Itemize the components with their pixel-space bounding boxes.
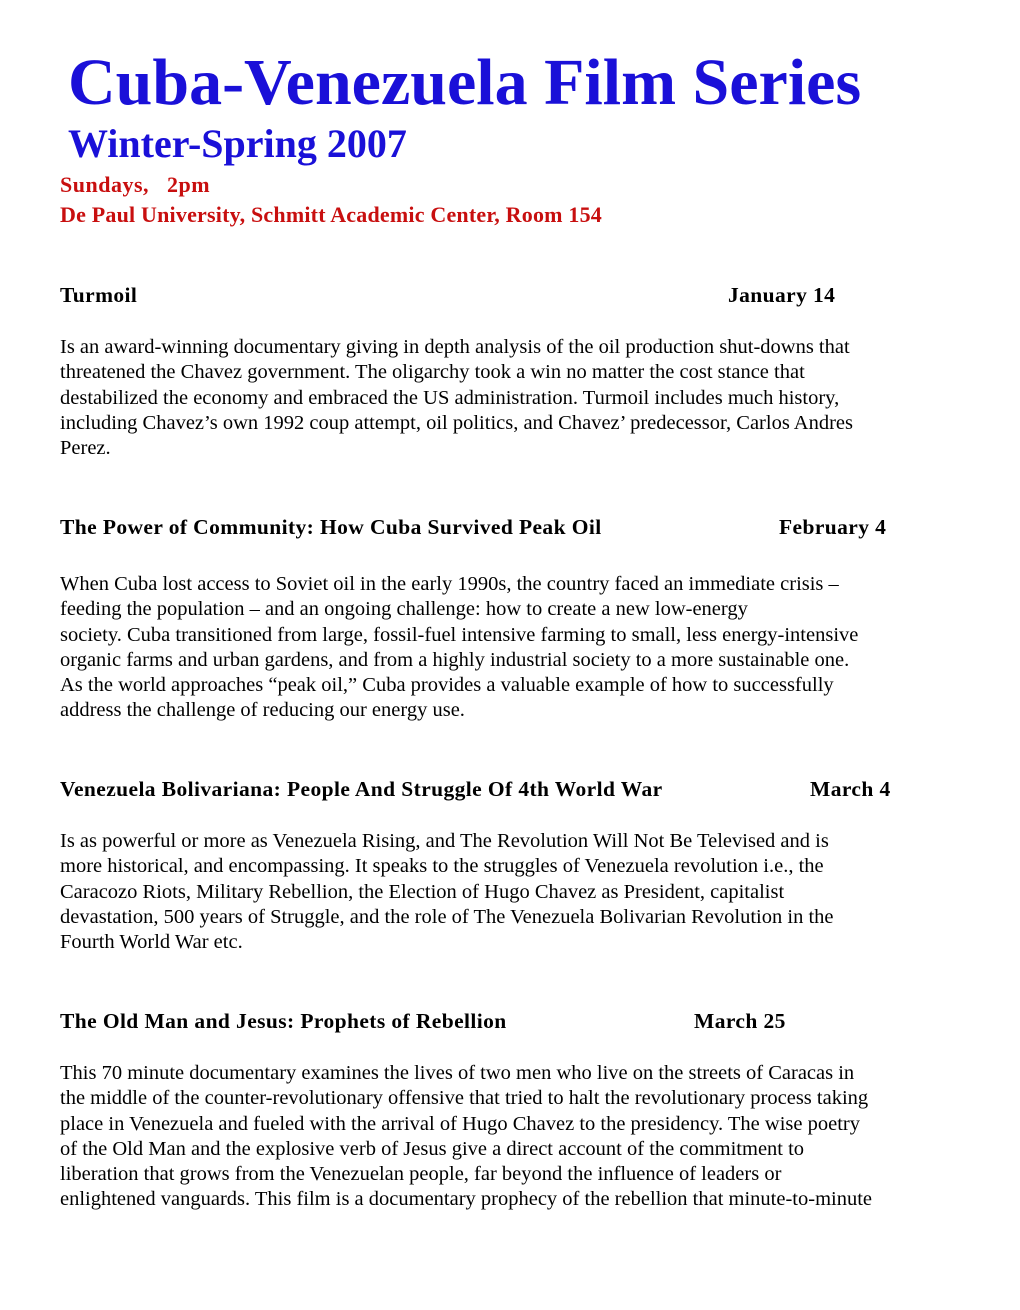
description-line: Is an award-winning documentary giving in depth analysis of the oil production shut-downs that (60, 336, 850, 358)
description-line: the middle of the counter-revolutionary offensive that tried to halt the revolutionary process taking (60, 1087, 869, 1110)
film-date: January 14 (728, 283, 836, 307)
film-title: The Old Man and Jesus: Prophets of Rebellion (60, 1009, 507, 1033)
description-line: This 70 minute documentary examines the lives of two men who live on the streets of Caracas in (60, 1062, 855, 1084)
film-description (60, 335, 853, 461)
description-line: Is as powerful or more as Venezuela Rising, and The Revolution Will Not Be Televised and is (60, 830, 829, 852)
description-line: Perez. (60, 437, 111, 460)
description-line: society. Cuba transitioned from large, fossil-fuel intensive farming to small, less energy-intensive (60, 623, 859, 646)
description-line: As the world approaches “peak oil,” Cuba provides a valuable example of how to successfully (60, 674, 834, 697)
description-line: When Cuba lost access to Soviet oil in the early 1990s, the country faced an immediate crisis – (60, 573, 839, 595)
film-date: March 25 (694, 1009, 786, 1033)
description-line: liberation that grows from the Venezuelan people, far beyond the influence of leaders or (60, 1163, 782, 1186)
film-title: Venezuela Bolivariana: People And Struggle Of 4th World War (60, 777, 663, 801)
description-line: of the Old Man and the explosive verb of Jesus give a direct account of the commitment to (60, 1137, 805, 1160)
series-title: Cuba-Venezuela Film Series (68, 46, 862, 119)
series-season: Winter-Spring 2007 (68, 121, 407, 166)
description-line: including Chavez’s own 1992 coup attempt, oil politics, and Chavez’ predecessor, Carlos Andres (60, 411, 853, 434)
description-line: threatened the Chavez government. The oligarchy took a win no matter the cost stance that (60, 361, 805, 384)
description-line: feeding the population – and an ongoing challenge: how to create a new low-energy (60, 598, 748, 621)
description-line: more historical, and encompassing. It speaks to the struggles of Venezuela revolution i.e., the (60, 855, 824, 878)
description-line: Caracozo Riots, Military Rebellion, the Election of Hugo Chavez as President, capitalist (60, 880, 785, 903)
film-description (60, 1061, 872, 1213)
screening-time: Sundays, 2pm (60, 172, 211, 197)
film-title: The Power of Community: How Cuba Survived Peak Oil (60, 515, 602, 539)
description-line: address the challenge of reducing our energy use. (60, 699, 465, 722)
film-date: February 4 (779, 515, 887, 539)
description-line: destabilized the economy and embraced the US administration. Turmoil includes much history, (60, 386, 840, 409)
film-title: Turmoil (60, 283, 138, 307)
description-line: organic farms and urban gardens, and from a highly industrial society to a more sustainable one. (60, 648, 850, 671)
description-line: devastation, 500 years of Struggle, and the role of The Venezuela Bolivarian Revolution in the (60, 905, 834, 928)
film-date: March 4 (810, 777, 891, 801)
screening-location: De Paul University, Schmitt Academic Center, Room 154 (60, 202, 602, 227)
description-line: Fourth World War etc. (60, 931, 243, 954)
film-description (60, 829, 834, 955)
description-line: enlightened vanguards. This film is a documentary prophecy of the rebellion that minute-to-minute (60, 1188, 873, 1211)
film-description (60, 572, 858, 724)
description-line: place in Venezuela and fueled with the arrival of Hugo Chavez to the presidency. The wise poetry (60, 1112, 860, 1135)
